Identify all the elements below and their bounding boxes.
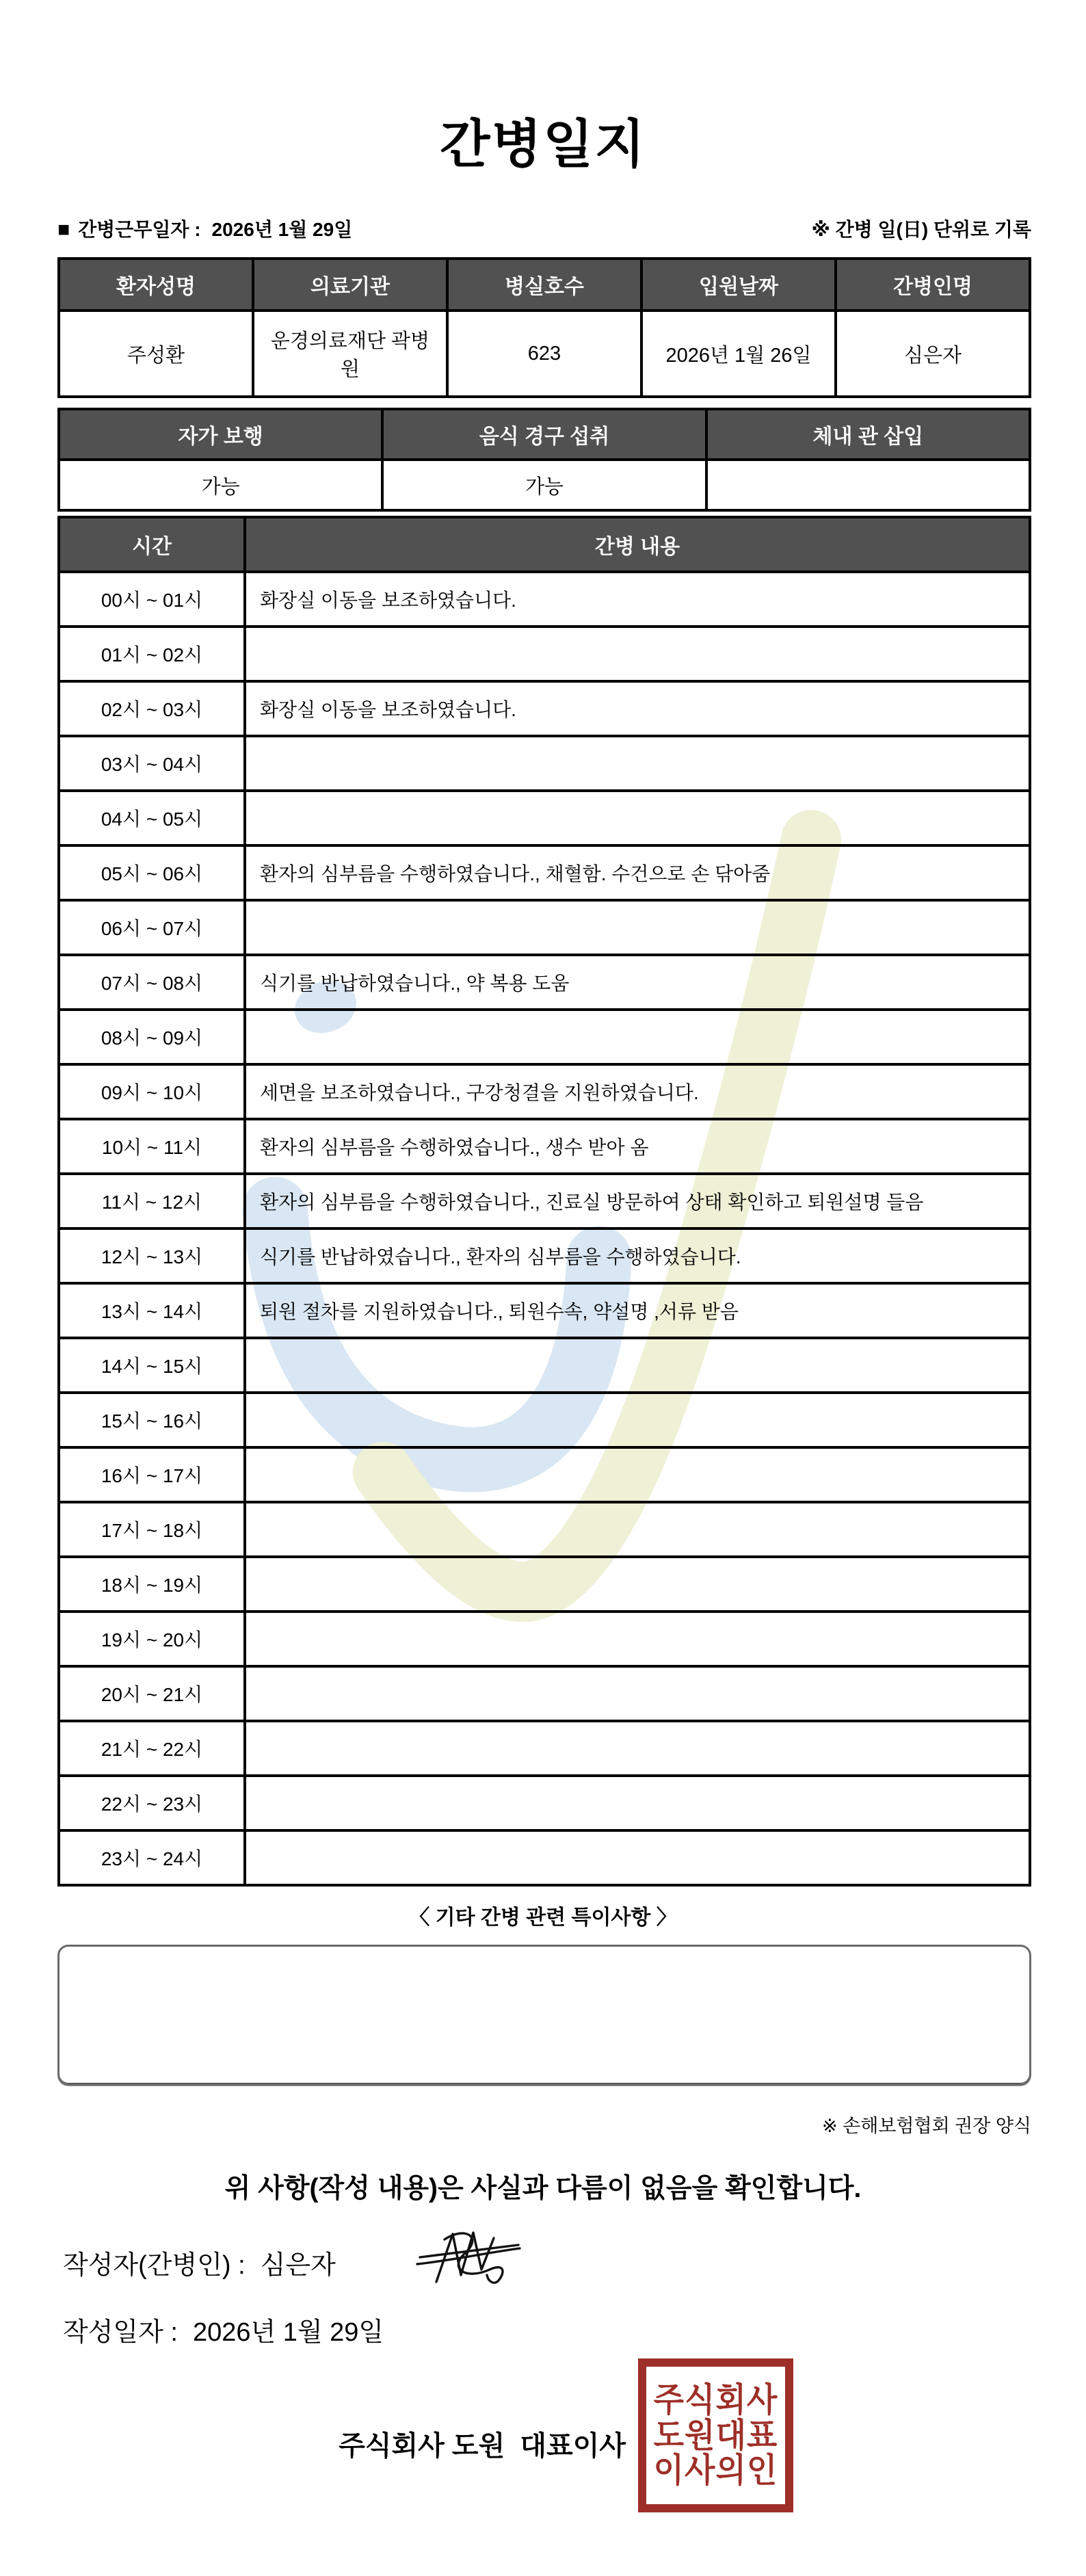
log-time-cell: 08시 ~ 09시 xyxy=(59,1010,245,1064)
table-header-row xyxy=(59,409,1030,460)
log-row-18 xyxy=(59,1557,1030,1612)
column-header-room-number: 병실호수 xyxy=(447,259,641,311)
log-time-cell: 11시 ~ 12시 xyxy=(59,1174,245,1228)
log-time-cell: 23시 ~ 24시 xyxy=(59,1830,245,1885)
log-content-cell: 화장실 이동을 보조하였습니다. xyxy=(245,681,1030,736)
log-row-08 xyxy=(59,1010,1030,1064)
room-number-value: 623 xyxy=(447,311,641,397)
log-content-cell xyxy=(245,900,1030,955)
log-time-cell: 16시 ~ 17시 xyxy=(59,1447,245,1502)
log-row-06 xyxy=(59,900,1030,955)
corporate-seal-stamp xyxy=(638,2358,793,2512)
log-time-cell: 14시 ~ 15시 xyxy=(59,1338,245,1393)
table-header-row xyxy=(59,259,1030,311)
log-time-cell: 17시 ~ 18시 xyxy=(59,1502,245,1557)
care-log-table xyxy=(57,516,1031,1887)
work-date-label: 간병근무일자 : xyxy=(78,219,201,240)
unit-note: ※ 간병 일(日) 단위로 기록 xyxy=(811,219,1031,240)
log-time-cell: 18시 ~ 19시 xyxy=(59,1557,245,1612)
log-row-16 xyxy=(59,1447,1030,1502)
column-header-oral-intake: 음식 경구 섭취 xyxy=(382,409,706,460)
log-time-cell: 21시 ~ 22시 xyxy=(59,1721,245,1776)
tube-insertion-value xyxy=(706,460,1030,510)
log-content-cell xyxy=(245,1447,1030,1502)
log-time-cell: 22시 ~ 23시 xyxy=(59,1776,245,1830)
writer-name: 심은자 xyxy=(260,2251,336,2280)
writer-label: 작성자(간병인) : xyxy=(63,2251,246,2280)
written-date-line xyxy=(63,2311,384,2348)
log-row-23 xyxy=(59,1830,1030,1885)
log-content-cell xyxy=(245,627,1030,681)
stamp-line-1: 주식회사 xyxy=(653,2380,778,2419)
log-content-cell xyxy=(245,1393,1030,1447)
work-date-line xyxy=(57,215,352,242)
log-row-09 xyxy=(59,1064,1030,1119)
log-content-cell xyxy=(245,791,1030,845)
log-content-cell xyxy=(245,1776,1030,1830)
column-header-self-walking: 자가 보행 xyxy=(59,409,382,460)
log-content-cell xyxy=(245,1010,1030,1064)
log-row-22 xyxy=(59,1776,1030,1830)
log-content-cell: 식기를 반납하였습니다., 약 복용 도움 xyxy=(245,955,1030,1010)
written-date-value: 2026년 1월 29일 xyxy=(192,2318,384,2347)
log-time-cell: 06시 ~ 07시 xyxy=(59,900,245,955)
confirmation-statement: 위 사항(작성 내용)은 사실과 다름이 없음을 확인합니다. xyxy=(224,2174,862,2203)
stamp-line-2: 도원대표 xyxy=(653,2415,778,2454)
table-header-row xyxy=(59,517,1030,572)
log-row-10 xyxy=(59,1119,1030,1174)
extra-notes-title: 〈 기타 간병 관련 특이사항 〉 xyxy=(409,1906,677,1929)
log-row-00 xyxy=(59,572,1030,627)
column-header-time: 시간 xyxy=(59,517,245,572)
self-walking-value: 가능 xyxy=(59,460,382,510)
log-time-cell: 02시 ~ 03시 xyxy=(59,681,245,736)
log-content-cell: 퇴원 절차를 지원하였습니다., 퇴원수속, 약설명 ,서류 받음 xyxy=(245,1283,1030,1338)
log-time-cell: 00시 ~ 01시 xyxy=(59,572,245,627)
log-row-04 xyxy=(59,791,1030,845)
caregiver-signature xyxy=(416,2224,525,2290)
log-row-20 xyxy=(59,1666,1030,1721)
admission-date-value: 2026년 1월 26일 xyxy=(641,311,836,397)
log-content-cell xyxy=(245,1557,1030,1612)
log-content-cell xyxy=(245,736,1030,791)
page-title: 간병일지 xyxy=(440,116,646,174)
table-row xyxy=(59,311,1030,397)
log-time-cell: 01시 ~ 02시 xyxy=(59,627,245,681)
log-time-cell: 13시 ~ 14시 xyxy=(59,1283,245,1338)
log-row-14 xyxy=(59,1338,1030,1393)
log-time-cell: 12시 ~ 13시 xyxy=(59,1228,245,1283)
log-content-cell: 세면을 보조하였습니다., 구강청결을 지원하였습니다. xyxy=(245,1064,1030,1119)
log-row-07 xyxy=(59,955,1030,1010)
log-row-12 xyxy=(59,1228,1030,1283)
log-content-cell: 식기를 반납하였습니다., 환자의 심부름을 수행하였습니다. xyxy=(245,1228,1030,1283)
written-date-label: 작성일자 : xyxy=(63,2318,178,2347)
log-time-cell: 15시 ~ 16시 xyxy=(59,1393,245,1447)
log-content-cell xyxy=(245,1612,1030,1666)
column-header-admission-date: 입원날짜 xyxy=(641,259,836,311)
column-header-patient-name: 환자성명 xyxy=(59,259,253,311)
log-row-17 xyxy=(59,1502,1030,1557)
log-content-cell xyxy=(245,1338,1030,1393)
log-row-13 xyxy=(59,1283,1030,1338)
column-header-care-content: 간병 내용 xyxy=(245,517,1030,572)
log-row-15 xyxy=(59,1393,1030,1447)
column-header-tube-insertion: 체내 관 삽입 xyxy=(706,409,1030,460)
log-time-cell: 07시 ~ 08시 xyxy=(59,955,245,1010)
log-time-cell: 09시 ~ 10시 xyxy=(59,1064,245,1119)
patient-status-table xyxy=(57,408,1031,512)
extra-notes-box xyxy=(57,1945,1031,2086)
log-content-cell: 환자의 심부름을 수행하였습니다., 생수 받아 옴 xyxy=(245,1119,1030,1174)
log-row-05 xyxy=(59,845,1030,900)
column-header-caregiver-name: 간병인명 xyxy=(836,259,1030,311)
company-line: 주식회사 도원 대표이사 xyxy=(339,2431,626,2461)
log-content-cell: 환자의 심부름을 수행하였습니다., 채혈함. 수건으로 손 닦아줌 xyxy=(245,845,1030,900)
log-time-cell: 04시 ~ 05시 xyxy=(59,791,245,845)
log-content-cell xyxy=(245,1502,1030,1557)
log-row-01 xyxy=(59,627,1030,681)
table-row xyxy=(59,460,1030,510)
oral-intake-value: 가능 xyxy=(382,460,706,510)
work-date-value: 2026년 1월 29일 xyxy=(211,219,353,240)
writer-line xyxy=(63,2244,336,2281)
log-time-cell: 05시 ~ 06시 xyxy=(59,845,245,900)
patient-info-table xyxy=(57,257,1031,398)
form-standard-note: ※ 손해보험협회 권장 양식 xyxy=(822,2116,1031,2136)
patient-name-value: 주성환 xyxy=(59,311,253,397)
log-time-cell: 03시 ~ 04시 xyxy=(59,736,245,791)
log-row-02 xyxy=(59,681,1030,736)
log-content-cell xyxy=(245,1830,1030,1885)
log-content-cell xyxy=(245,1721,1030,1776)
log-row-03 xyxy=(59,736,1030,791)
black-square-bullet: ■ xyxy=(57,218,70,241)
meta-row xyxy=(57,215,1031,242)
log-time-cell: 19시 ~ 20시 xyxy=(59,1612,245,1666)
stamp-line-3: 이사의인 xyxy=(653,2451,778,2489)
log-content-cell: 화장실 이동을 보조하였습니다. xyxy=(245,572,1030,627)
caregiver-name-value: 심은자 xyxy=(836,311,1030,397)
column-header-institution: 의료기관 xyxy=(253,259,447,311)
institution-value: 운경의료재단 곽병원 xyxy=(253,311,447,397)
log-time-cell: 20시 ~ 21시 xyxy=(59,1666,245,1721)
log-row-19 xyxy=(59,1612,1030,1666)
log-row-21 xyxy=(59,1721,1030,1776)
log-content-cell xyxy=(245,1666,1030,1721)
log-time-cell: 10시 ~ 11시 xyxy=(59,1119,245,1174)
log-content-cell: 환자의 심부름을 수행하였습니다., 진료실 방문하여 상태 확인하고 퇴원설명 들음 xyxy=(245,1174,1030,1228)
log-row-11 xyxy=(59,1174,1030,1228)
